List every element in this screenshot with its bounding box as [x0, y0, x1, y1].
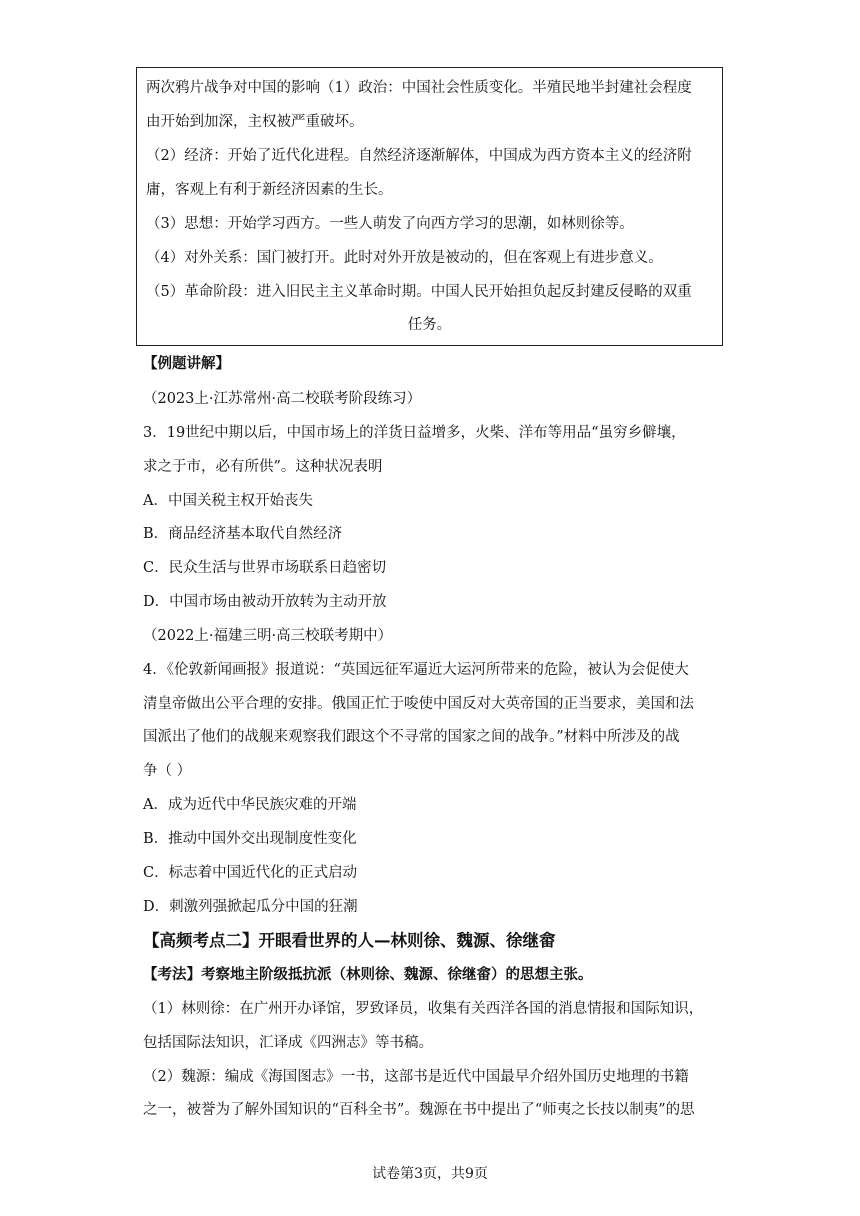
page-footer: 试卷第3页，共9页 [372, 1166, 488, 1182]
summary-line: 两次鸦片战争对中国的影响（1）政治：中国社会性质变化。半殖民地半封建社会程度 [146, 80, 692, 96]
q4-option-b: B．推动中国外交出现制度性变化 [143, 831, 357, 847]
section-line: （1）林则徐：在广州开办译馆，罗致译员，收集有关西洋各国的消息情报和国际知识， [143, 1001, 704, 1017]
q3-source: （2023上·江苏常州·高二校联考阶段练习） [143, 391, 422, 407]
q4-option-d: D．刺激列强掀起瓜分中国的狂潮 [143, 899, 358, 915]
summary-line: （4）对外关系：国门被打开。此时对外开放是被动的，但在客观上有进步意义。 [146, 250, 663, 266]
q4-option-c: C．标志着中国近代化的正式启动 [143, 865, 358, 881]
q3-option-d: D．中国市场由被动开放转为主动开放 [143, 594, 387, 610]
q4-source: （2022上·福建三明·高三校联考期中） [143, 628, 393, 644]
summary-line: （5）革命阶段：进入旧民主主义革命时期。中国人民开始担负起反封建反侵略的双重 [146, 284, 692, 300]
summary-line: 庸，客观上有利于新经济因素的生长。 [146, 182, 393, 198]
q4-stem: 4．《伦敦新闻画报》报道说：“英国远征军逼近大运河所带来的危险，被认为会促使大 [143, 662, 689, 678]
example-heading: 【例题讲解】 [143, 356, 230, 372]
q3-stem: 3．19世纪中期以后，中国市场上的洋货日益增多，火柴、洋布等用品“虽穷乡僻壤， [143, 425, 686, 441]
q3-option-c: C．民众生活与世界市场联系日趋密切 [143, 560, 387, 576]
q4-stem: 争（ ） [143, 763, 192, 779]
summary-line: （2）经济：开始了近代化进程。自然经济逐渐解体，中国成为西方资本主义的经济附 [146, 148, 692, 164]
method-line: 【考法】考察地主阶级抵抗派（林则徐、魏源、徐继畲）的思想主张。 [143, 967, 593, 983]
section-line: 包括国际法知识，汇译成《四洲志》等书稿。 [143, 1035, 433, 1051]
summary-line: 任务。 [407, 317, 452, 333]
q3-stem: 求之于市，必有所供”。这种状况表明 [143, 459, 383, 475]
summary-box [136, 67, 723, 346]
q3-option-a: A．中国关税主权开始丧失 [143, 493, 313, 509]
q3-option-b: B．商品经济基本取代自然经济 [143, 526, 343, 542]
q4-stem: 清皇帝做出公平合理的安排。俄国正忙于唆使中国反对大英帝国的正当要求，美国和法 [143, 696, 694, 712]
summary-line: （3）思想：开始学习西方。一些人萌发了向西方学习的思潮，如林则徐等。 [146, 216, 634, 232]
q4-option-a: A．成为近代中华民族灾难的开端 [143, 797, 357, 813]
section-heading: 【高频考点二】开眼看世界的人—林则徐、魏源、徐继畲 [143, 931, 556, 950]
section-line: 之一，被誉为了解外国知识的“百科全书”。魏源在书中提出了“师夷之长技以制夷”的思 [143, 1102, 695, 1118]
q4-stem: 国派出了他们的战舰来观察我们跟这个不寻常的国家之间的战争。”材料中所涉及的战 [143, 729, 680, 745]
section-line: （2）魏源：编成《海国图志》一书，这部书是近代中国最早介绍外国历史地理的书籍 [143, 1069, 689, 1085]
summary-line: 由开始到加深，主权被严重破坏。 [146, 114, 364, 130]
